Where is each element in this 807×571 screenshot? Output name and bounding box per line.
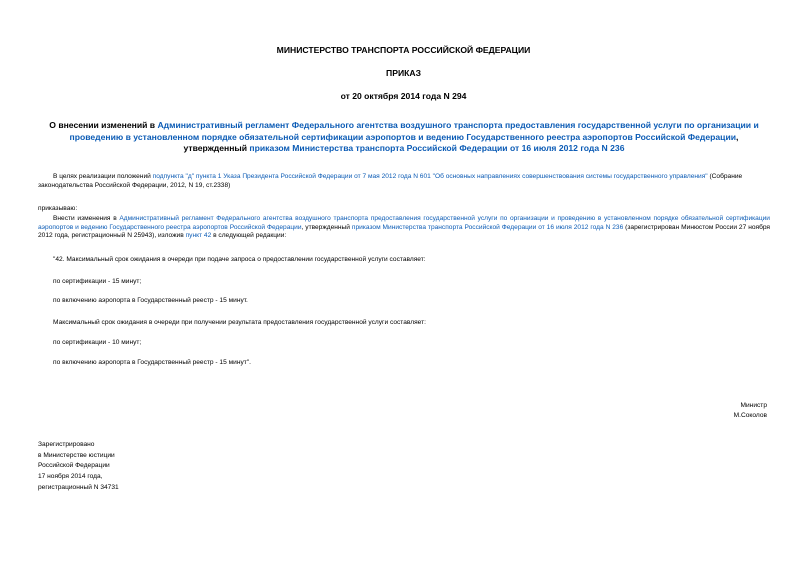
body-suffix: в следующей редакции: (211, 232, 287, 240)
preamble-prefix: В целях реализации положений (53, 173, 153, 180)
ministry-title: МИНИСТЕРСТВО ТРАНСПОРТА РОССИЙСКОЙ ФЕДЕРАЦИИ (276, 45, 531, 55)
order-word: приказываю: (38, 205, 78, 212)
decree-601-link[interactable]: подпункта "д" пункта 1 Указа Президента Российской Федерации от 7 мая 2012 года N 601 "Об основных направлениях совершенствования системы государственного управления" (152, 173, 708, 180)
preamble (38, 173, 770, 190)
body-mid2: (зарегистрирован Минюстом России 27 ноября 2012 года, регистрационный N 25943), изложив (38, 223, 771, 240)
quote-line: по включению аэропорта в Государственный реестр - 15 минут. (53, 297, 248, 304)
quote-line: по сертификации - 10 минут; (53, 339, 142, 346)
registration-line: регистрационный N 34731 (38, 483, 119, 491)
subject-mid: , утвержденный (183, 131, 739, 154)
item-42-link[interactable]: пункт 42 (185, 232, 212, 240)
quote-line: по включению аэропорта в Государственный реестр - 15 минут". (53, 359, 251, 366)
signature-title: Министр (740, 402, 767, 409)
body-mid: , утвержденный (301, 223, 352, 231)
registration-line: Зарегистрировано (38, 441, 95, 448)
signature-name: М.Соколов (733, 412, 767, 419)
body-prefix: Внести изменения в (53, 215, 120, 222)
registration-line: в Министерстве юстиции (38, 451, 115, 459)
order-body (38, 215, 770, 241)
order-date-number: от 20 октября 2014 года N 294 (340, 91, 467, 101)
registration-block (38, 440, 119, 493)
quote-line: по сертификации - 15 минут; (53, 278, 142, 285)
registration-line: Российской Федерации (38, 462, 110, 470)
body-order-236-link[interactable]: приказом Министерства транспорта Российской Федерации от 16 июля 2012 года N 236 (351, 223, 624, 231)
regulation-link[interactable]: Административный регламент Федерального агентства воздушного транспорта предоставления государственной услуги по организации и проведению в установленном порядке обязательной сертификации аэропортов и ведению Государственного реестра аэропортов Российской Федерации (69, 120, 759, 142)
preamble-suffix: (Собрание законодательства Российской Федерации, 2012, N 19, ст.2338) (38, 173, 743, 189)
quote-line: Максимальный срок ожидания в очереди при получении результата предоставления государственной услуги составляет: (53, 319, 426, 326)
doc-type: ПРИКАЗ (386, 68, 421, 78)
quote-line: "42. Максимальный срок ожидания в очереди при подаче запроса о предоставлении государственной услуги составляет: (53, 256, 426, 263)
order-236-link[interactable]: приказом Министерства транспорта Российской Федерации от 16 июля 2012 года N 236 (249, 143, 625, 154)
subject-prefix: О внесении изменений в (49, 120, 158, 130)
registration-line: 17 ноября 2014 года, (38, 473, 103, 481)
order-subject (38, 120, 770, 155)
body-regulation-link[interactable]: Административный регламент Федерального агентства воздушного транспорта предоставления государственной услуги по организации и проведению в установленном порядке обязательной сертификации аэропортов и ведению Государственного реестра аэропортов Российской Федерации (38, 215, 770, 231)
